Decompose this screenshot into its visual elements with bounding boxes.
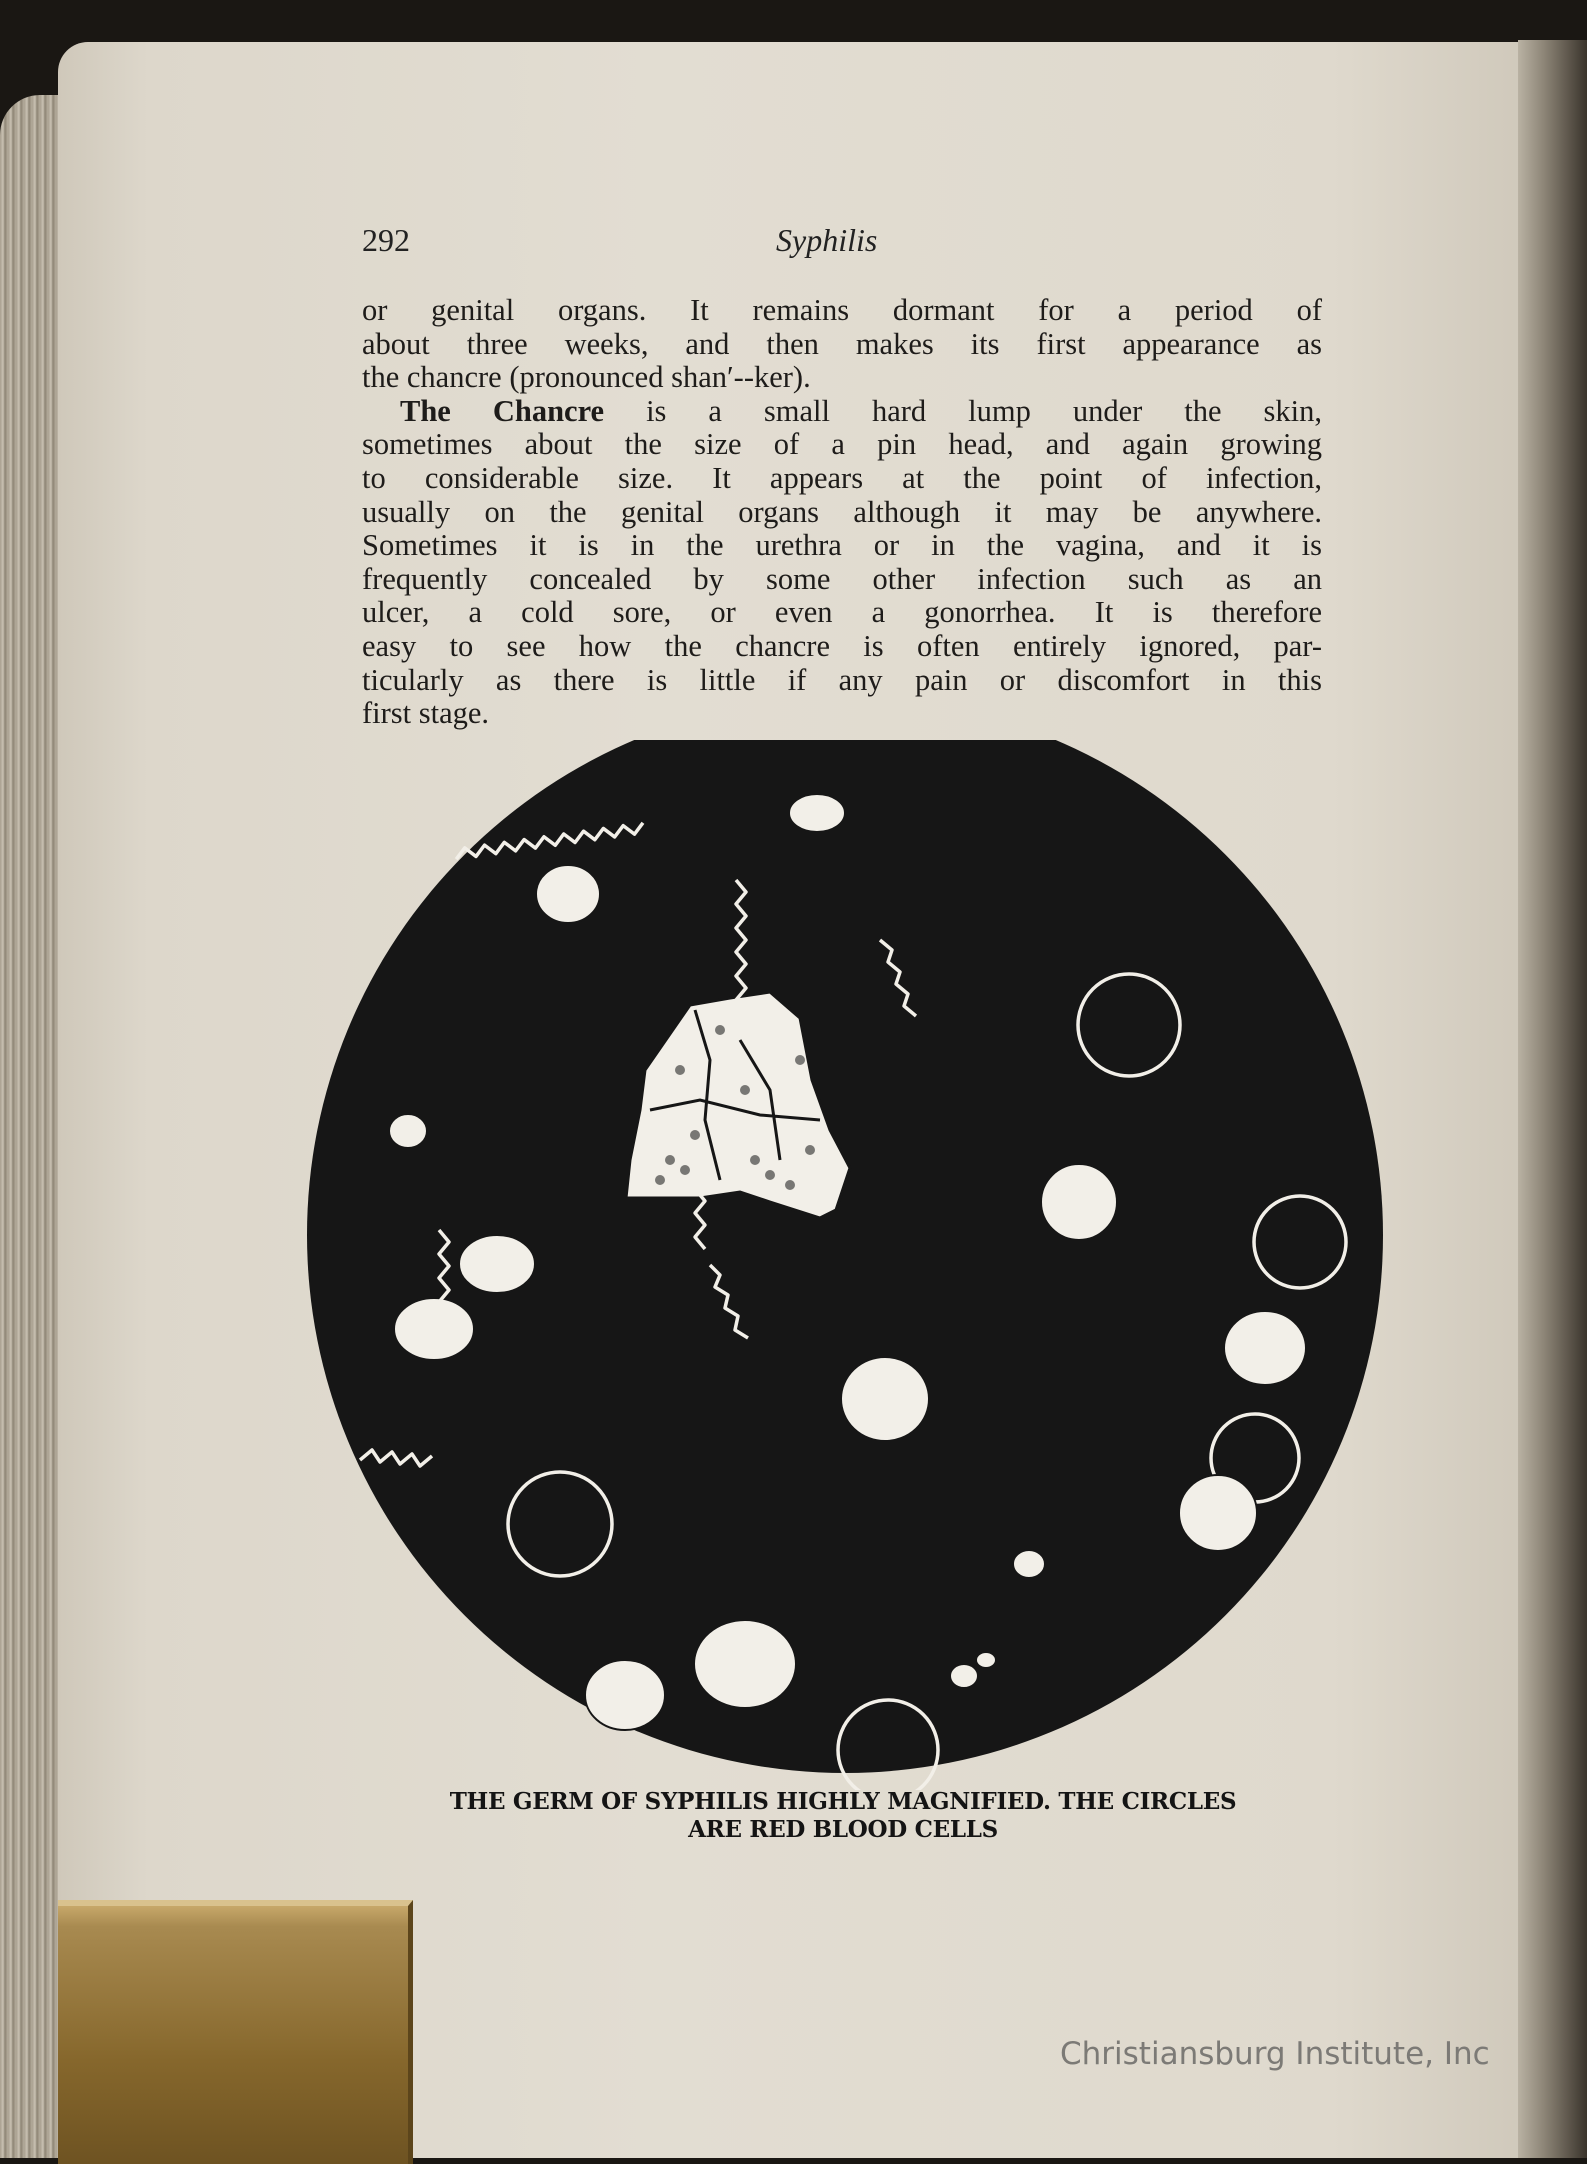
figure-caption-line-2: ARE RED BLOOD CELLS [688, 1816, 998, 1843]
tissue-cell [1224, 1311, 1306, 1385]
paragraph-2-line-5: Sometimes it is in the urethra or in the vagina, and it is [362, 528, 1322, 563]
tissue-cell [459, 1235, 535, 1293]
tissue-cell [585, 1660, 665, 1730]
watermark: Christiansburg Institute, Inc [1060, 2036, 1490, 2072]
paragraph-1-line-1: or genital organs. It remains dormant for a period of [362, 293, 1322, 327]
gold-page-tab [58, 1900, 413, 2164]
tissue-cell [536, 865, 600, 923]
paragraph-2-line-3: to considerable size. It appears at the point of infection, [362, 461, 1322, 495]
running-head: Syphilis [776, 222, 878, 258]
paragraph-2-line-9: ticularly as there is little if any pain or discomfort in this [362, 662, 1322, 697]
term-the-chancre: The Chancre [400, 393, 605, 428]
paragraph-2-line-10: first stage. [362, 696, 490, 731]
tissue-cell [389, 1114, 427, 1148]
tissue-cell [950, 1664, 978, 1688]
figure-caption-line-1: THE GERM OF SYPHILIS HIGHLY MAGNIFIED. THE CIRCLES [449, 1788, 1237, 1815]
tissue-cell [976, 1652, 996, 1668]
tissue-cell [694, 1620, 796, 1708]
paragraph-1-line-3: the chancre (pronounced shan′--ker). [362, 360, 811, 395]
tissue-cell [1013, 1550, 1045, 1578]
tissue-cell [789, 794, 845, 832]
paragraph-1-line-2: about three weeks, and then makes its first appearance as [362, 326, 1322, 361]
book-gutter [1518, 40, 1587, 2158]
tissue-cell [1179, 1475, 1257, 1551]
paragraph-2-line-2: sometimes about the size of a pin head, and again growing [362, 427, 1322, 462]
tissue-cell [841, 1357, 929, 1441]
paragraph-2-line-6: frequently concealed by some other infection such as an [362, 561, 1322, 596]
paragraph-2-line-8: easy to see how the chancre is often entirely ignored, par- [362, 629, 1322, 663]
tissue-cell [1041, 1164, 1117, 1240]
paragraph-2-line-1 [362, 395, 1322, 429]
page-number: 292 [362, 222, 410, 258]
paragraph-2-line-1-text: is a small hard lump under the skin, [604, 393, 1322, 428]
tissue-cell [394, 1298, 474, 1360]
paragraph-2-line-4: usually on the genital organs although it may be anywhere. [362, 494, 1322, 529]
paragraph-2-line-7: ulcer, a cold sore, or even a gonorrhea. It is therefore [362, 595, 1322, 630]
microscope-illustration [300, 740, 1390, 1790]
